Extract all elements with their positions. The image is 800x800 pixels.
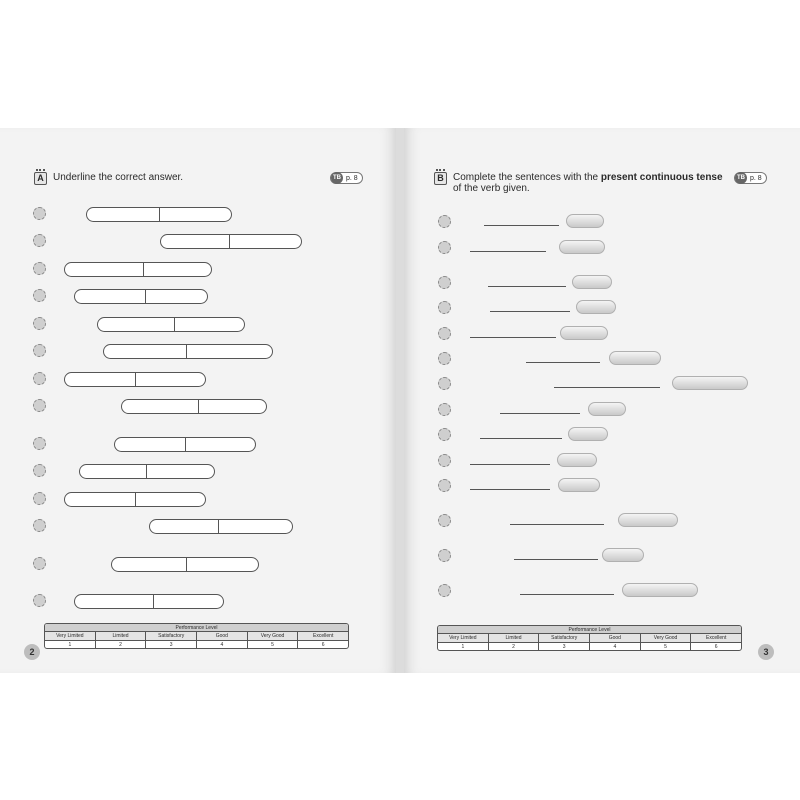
question-number: [438, 454, 451, 467]
left-instruction: Underline the correct answer.: [53, 172, 184, 183]
answer-option[interactable]: [174, 318, 244, 331]
answer-choice-group: [64, 262, 212, 277]
answer-choice-group: [121, 399, 267, 414]
answer-option[interactable]: [65, 373, 135, 386]
answer-blank[interactable]: [526, 362, 600, 363]
exercise-item: [404, 241, 800, 271]
verb-hint: [557, 453, 597, 467]
exercise-item: [404, 479, 800, 509]
score-cell[interactable]: 4: [589, 643, 640, 650]
textbook-icon: TB: [735, 172, 747, 184]
performance-title: Performance Level: [45, 624, 348, 632]
question-number: [33, 437, 46, 450]
level-label: Excellent: [297, 632, 348, 640]
answer-option[interactable]: [159, 208, 231, 221]
question-number: [438, 428, 451, 441]
answer-blank[interactable]: [470, 489, 550, 490]
score-cell[interactable]: 4: [196, 641, 247, 648]
answer-option[interactable]: [80, 465, 146, 478]
level-label: Limited: [488, 634, 539, 642]
answer-blank[interactable]: [554, 387, 660, 388]
answer-blank[interactable]: [470, 251, 546, 252]
answer-choice-group: [111, 557, 259, 572]
question-number: [438, 215, 451, 228]
answer-option[interactable]: [75, 290, 145, 303]
score-cell[interactable]: 2: [488, 643, 539, 650]
answer-option[interactable]: [229, 235, 301, 248]
exercise-item: [0, 399, 396, 429]
answer-blank[interactable]: [470, 464, 550, 465]
answer-choice-group: [149, 519, 293, 534]
answer-option[interactable]: [87, 208, 159, 221]
answer-choice-group: [64, 492, 206, 507]
score-cell[interactable]: 6: [297, 641, 348, 648]
answer-option[interactable]: [150, 520, 218, 533]
verb-hint: [558, 478, 600, 492]
performance-levels: [438, 634, 741, 642]
score-cell[interactable]: 1: [461, 644, 465, 650]
exercise-item: [0, 437, 396, 467]
textbook-ref: [734, 172, 767, 184]
question-number: [438, 327, 451, 340]
question-number: [438, 584, 451, 597]
exercise-item: [0, 557, 396, 587]
question-number: [33, 372, 46, 385]
answer-option[interactable]: [75, 595, 153, 608]
answer-blank[interactable]: [500, 413, 580, 414]
right-page: [404, 128, 800, 673]
level-label: Satisfactory: [145, 632, 196, 640]
answer-blank[interactable]: [510, 524, 604, 525]
score-cell[interactable]: 6: [690, 643, 741, 650]
question-number: [438, 479, 451, 492]
answer-choice-group: [74, 594, 224, 609]
answer-option[interactable]: [218, 520, 292, 533]
answer-option[interactable]: [98, 318, 174, 331]
question-number: [33, 399, 46, 412]
exercise-item: [0, 289, 396, 319]
exercise-item: [404, 549, 800, 579]
exercise-item: [0, 464, 396, 494]
answer-option[interactable]: [135, 373, 205, 386]
question-number: [33, 594, 46, 607]
question-number: [438, 403, 451, 416]
workbook-spread: [0, 128, 800, 673]
exercise-item: [0, 207, 396, 237]
question-number: [33, 289, 46, 302]
exercise-item: [0, 372, 396, 402]
section-a-icon: A: [34, 172, 47, 185]
textbook-ref: [330, 172, 363, 184]
question-number: [438, 241, 451, 254]
answer-blank[interactable]: [490, 311, 570, 312]
book-gutter: [396, 128, 404, 673]
verb-hint: [568, 427, 608, 441]
level-label: Very Limited: [56, 633, 84, 639]
verb-hint: [576, 300, 616, 314]
answer-option[interactable]: [135, 493, 205, 506]
performance-levels: [45, 632, 348, 640]
answer-blank[interactable]: [520, 594, 614, 595]
answer-blank[interactable]: [484, 225, 559, 226]
answer-option[interactable]: [115, 438, 185, 451]
verb-hint: [588, 402, 626, 416]
answer-option[interactable]: [104, 345, 186, 358]
exercise-item: [0, 317, 396, 347]
exercise-item: [0, 492, 396, 522]
instruction-bold: present continuous tense: [600, 172, 723, 183]
exercise-item: [0, 262, 396, 292]
exercise-item: [0, 344, 396, 374]
score-cell[interactable]: 3: [145, 641, 196, 648]
answer-option[interactable]: [145, 290, 207, 303]
exercise-item: [404, 584, 800, 614]
left-header: [34, 172, 183, 185]
answer-option[interactable]: [143, 263, 211, 276]
instruction-text: of the verb given.: [453, 183, 530, 194]
level-label: Limited: [95, 632, 146, 640]
level-label: Excellent: [690, 634, 741, 642]
answer-blank[interactable]: [488, 286, 566, 287]
level-label: Very Good: [247, 632, 298, 640]
right-instruction: [453, 172, 723, 194]
question-number: [33, 519, 46, 532]
question-number: [438, 301, 451, 314]
performance-table-right: [437, 625, 742, 651]
answer-choice-group: [114, 437, 256, 452]
answer-option[interactable]: [186, 345, 272, 358]
performance-scores: [438, 642, 741, 650]
score-cell[interactable]: 5: [640, 643, 691, 650]
question-number: [33, 207, 46, 220]
exercise-item: [404, 514, 800, 544]
score-cell[interactable]: 2: [95, 641, 146, 648]
answer-choice-group: [79, 464, 215, 479]
answer-option[interactable]: [185, 438, 255, 451]
answer-option[interactable]: [186, 558, 258, 571]
level-label: Very Limited: [449, 635, 477, 641]
verb-hint: [559, 240, 605, 254]
performance-scores: [45, 640, 348, 648]
answer-blank[interactable]: [470, 337, 556, 338]
answer-blank[interactable]: [480, 438, 562, 439]
question-number: [33, 234, 46, 247]
right-header: [434, 172, 734, 194]
question-number: [438, 352, 451, 365]
textbook-ref-page: p. 8: [750, 174, 762, 182]
verb-hint: [618, 513, 678, 527]
performance-title: Performance Level: [438, 626, 741, 634]
answer-option[interactable]: [153, 595, 223, 608]
score-cell[interactable]: 5: [247, 641, 298, 648]
answer-option[interactable]: [65, 263, 143, 276]
exercise-item: [0, 234, 396, 264]
verb-hint: [609, 351, 661, 365]
answer-choice-group: [74, 289, 208, 304]
section-b-icon: B: [434, 172, 447, 185]
verb-hint: [560, 326, 608, 340]
exercise-item: [0, 519, 396, 549]
answer-option[interactable]: [146, 465, 214, 478]
answer-option[interactable]: [122, 400, 198, 413]
answer-choice-group: [103, 344, 273, 359]
left-page: [0, 128, 396, 673]
question-number: [33, 317, 46, 330]
question-number: [438, 514, 451, 527]
level-label: Very Good: [640, 634, 691, 642]
verb-hint: [622, 583, 698, 597]
question-number: [33, 344, 46, 357]
answer-choice-group: [86, 207, 232, 222]
verb-hint: [572, 275, 612, 289]
score-cell[interactable]: 1: [68, 642, 72, 648]
answer-choice-group: [64, 372, 206, 387]
question-number: [33, 464, 46, 477]
answer-choice-group: [160, 234, 302, 249]
answer-option[interactable]: [198, 400, 266, 413]
verb-hint: [672, 376, 748, 390]
answer-choice-group: [97, 317, 245, 332]
verb-hint: [566, 214, 604, 228]
exercise-item: [0, 594, 396, 624]
question-number: [33, 262, 46, 275]
answer-option[interactable]: [161, 235, 229, 248]
textbook-icon: TB: [331, 172, 343, 184]
textbook-ref-page: p. 8: [346, 174, 358, 182]
level-label: Satisfactory: [538, 634, 589, 642]
answer-option[interactable]: [65, 493, 135, 506]
question-number: [438, 276, 451, 289]
page-number: 3: [758, 644, 774, 660]
question-number: [438, 377, 451, 390]
question-number: [438, 549, 451, 562]
answer-option[interactable]: [112, 558, 186, 571]
question-number: [33, 492, 46, 505]
question-number: [33, 557, 46, 570]
verb-hint: [602, 548, 644, 562]
level-label: Good: [196, 632, 247, 640]
page-number: 2: [24, 644, 40, 660]
score-cell[interactable]: 3: [538, 643, 589, 650]
performance-table-left: [44, 623, 349, 649]
instruction-text: Complete the sentences with the: [453, 172, 599, 183]
level-label: Good: [589, 634, 640, 642]
answer-blank[interactable]: [514, 559, 598, 560]
